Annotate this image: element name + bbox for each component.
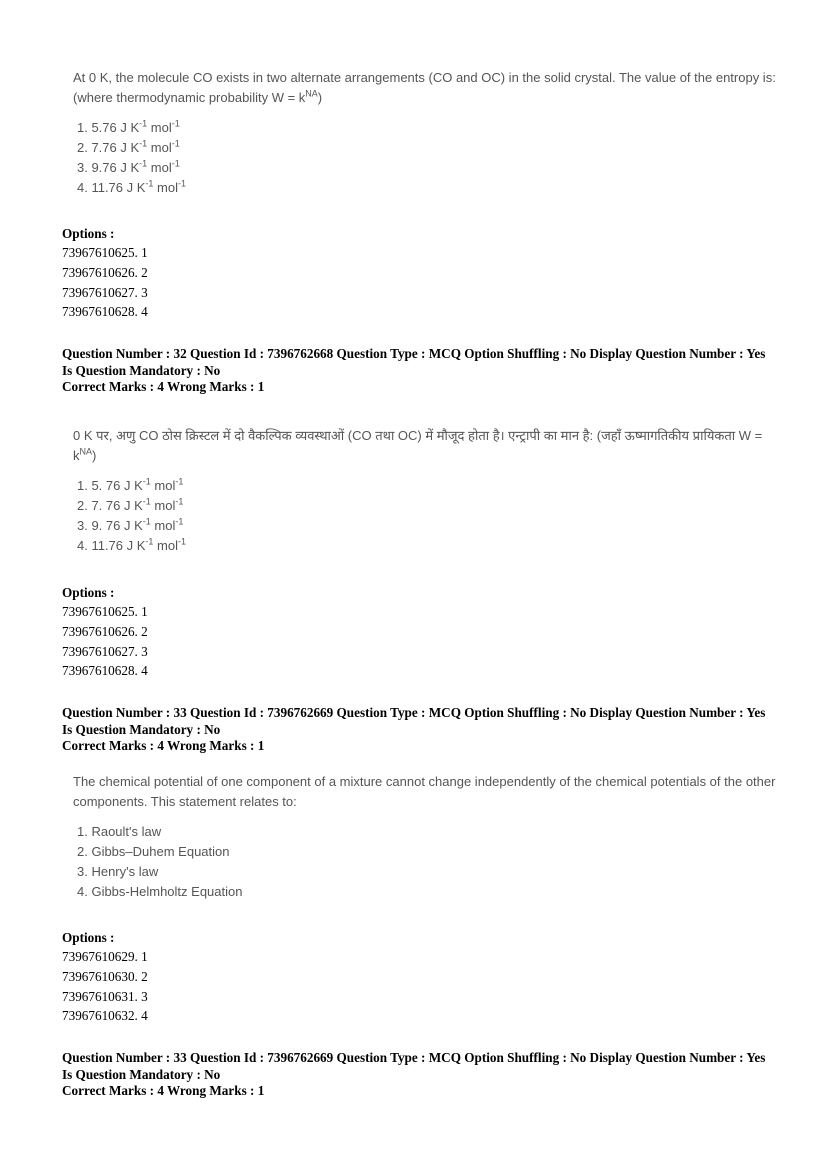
option-row: 73967610625. 1 xyxy=(62,245,148,260)
meta-line-2: Is Question Mandatory : No xyxy=(62,721,221,737)
question-stem: 0 K पर, अणु CO ठोस क्रिस्टल में दो वैकल्पिक व्यवस्थाओं (CO तथा OC) में मौजूद होता है। एन्ट्रापी का मान है: (जहाँ ऊष्मागतिकीय प्रायिकता $W = k^{NA}$) xyxy=(73,428,763,463)
choice-item: 3. 9. 76 J $K^{-1}$ mol$^{-1}$ xyxy=(77,516,184,533)
option-row: 73967610628. 4 xyxy=(62,304,148,320)
meta-line-3: Correct Marks : 4 Wrong Marks : 1 xyxy=(62,1083,265,1098)
choice-item: 1. 5. 76 J $K^{-1}$ mol$^{-1}$ xyxy=(77,476,184,493)
options-label: Options : xyxy=(62,930,115,945)
options-block-2 xyxy=(0,583,148,681)
choice-list xyxy=(73,476,783,556)
question-meta-2 xyxy=(0,346,782,396)
choice-item: 1. 5.76 J $K^{-1}$ mol$^{-1}$ xyxy=(77,118,180,135)
option-row: 73967610631. 3 xyxy=(62,988,148,1004)
meta-line-1: Question Number : 32 Question Id : 7396762668 Question Type : MCQ Option Shuffling : No Display Question Number : Yes xyxy=(62,346,766,361)
meta-line-2: Is Question Mandatory : No xyxy=(62,362,221,378)
meta-line-1: Question Number : 33 Question Id : 7396762669 Question Type : MCQ Option Shuffling : No Display Question Number : Yes xyxy=(62,705,766,720)
option-row: 73967610627. 3 xyxy=(62,284,148,300)
question-image-2 xyxy=(73,426,783,556)
choice-item: 1. Raoult's law xyxy=(77,824,162,839)
option-row: 73967610626. 2 xyxy=(62,623,148,639)
choice-item: 4. Gibbs-Helmholtz Equation xyxy=(77,884,243,899)
question-stem: The chemical potential of one component of a mixture cannot change independently of the chemical potentials of the other components. This statement relates to: xyxy=(73,774,776,809)
choice-item: 2. 7. 76 J $K^{-1}$ mol$^{-1}$ xyxy=(77,496,184,513)
choice-item: 4. 11.76 J $K^{-1}$ mol$^{-1}$ xyxy=(77,178,187,195)
question-meta-3 xyxy=(0,705,782,755)
option-row: 73967610630. 2 xyxy=(62,968,148,984)
choice-list xyxy=(73,822,783,902)
choice-list xyxy=(73,118,783,198)
meta-line-2: Is Question Mandatory : No xyxy=(62,1066,221,1082)
options-label: Options : xyxy=(62,585,115,600)
meta-line-3: Correct Marks : 4 Wrong Marks : 1 xyxy=(62,738,265,753)
option-row: 73967610625. 1 xyxy=(62,604,148,619)
options-label: Options : xyxy=(62,226,115,241)
choice-item: 3. Henry's law xyxy=(77,864,159,879)
option-row: 73967610629. 1 xyxy=(62,949,148,964)
question-meta-4 xyxy=(0,1050,782,1100)
question-stem: At 0 K, the molecule CO exists in two alternate arrangements (CO and OC) in the solid crystal. The value of the entropy is:(where thermodynamic probability $W = k^{NA}$) xyxy=(73,70,776,105)
choice-item: 2. 7.76 J $K^{-1}$ mol$^{-1}$ xyxy=(77,138,180,155)
option-row: 73967610632. 4 xyxy=(62,1008,148,1024)
option-row: 73967610628. 4 xyxy=(62,663,148,679)
meta-line-1: Question Number : 33 Question Id : 7396762669 Question Type : MCQ Option Shuffling : No Display Question Number : Yes xyxy=(62,1050,766,1065)
choice-item: 4. 11.76 J $K^{-1}$ mol$^{-1}$ xyxy=(77,536,187,553)
question-image-3 xyxy=(73,772,783,902)
option-row: 73967610626. 2 xyxy=(62,264,148,280)
question-block-3 xyxy=(0,772,783,902)
question-block-2 xyxy=(0,426,783,556)
option-row: 73967610627. 3 xyxy=(62,643,148,659)
question-image-1 xyxy=(73,68,783,198)
options-block-1 xyxy=(0,224,148,322)
question-block-1 xyxy=(0,68,783,198)
options-block-3 xyxy=(0,928,148,1026)
choice-item: 3. 9.76 J $K^{-1}$ mol$^{-1}$ xyxy=(77,158,180,175)
choice-item: 2. Gibbs–Duhem Equation xyxy=(77,844,230,859)
meta-line-3: Correct Marks : 4 Wrong Marks : 1 xyxy=(62,379,265,394)
